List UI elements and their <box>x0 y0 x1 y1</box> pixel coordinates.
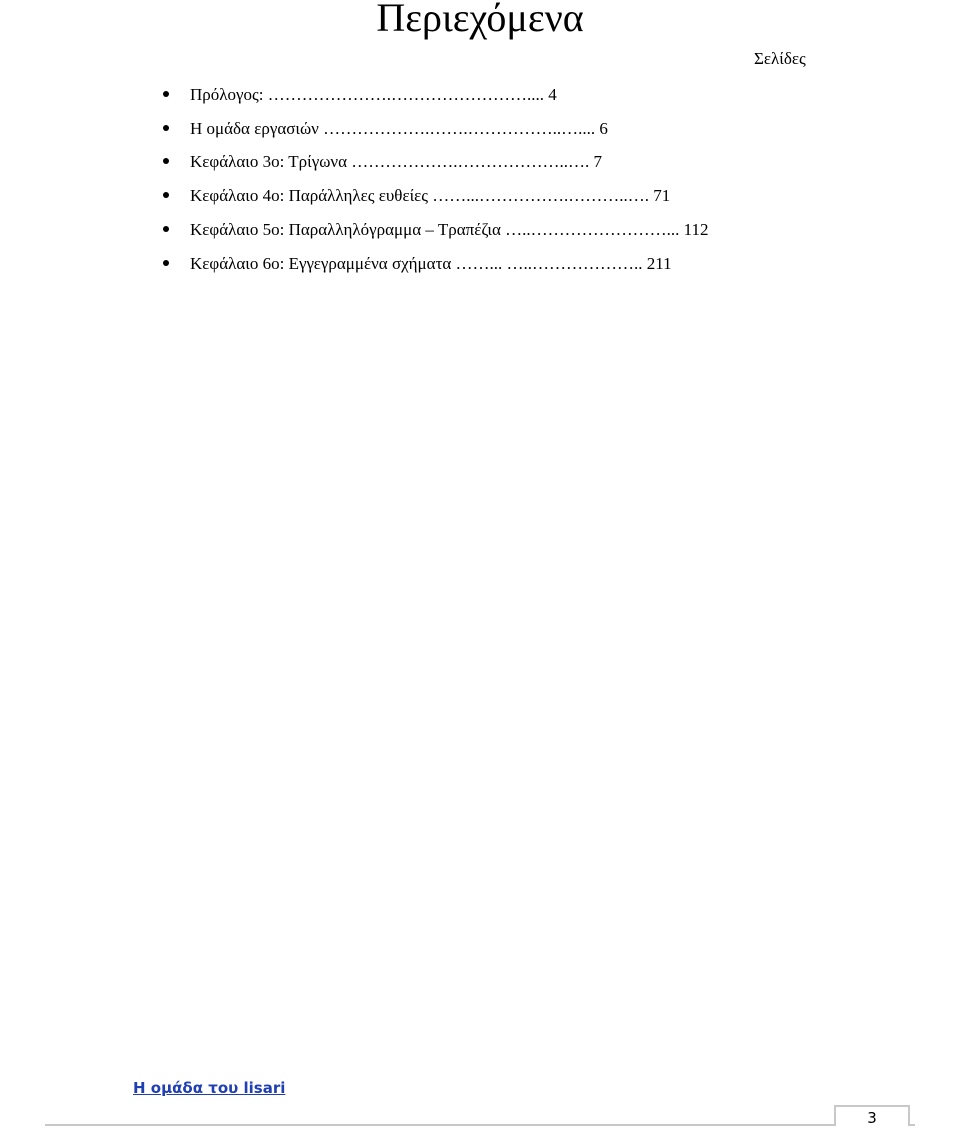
bullet-icon <box>163 158 169 164</box>
toc-entry-text: Κεφάλαιο 4ο: Παράλληλες ευθείες ……...…………….………..…. 71 <box>190 186 671 205</box>
bullet-icon <box>163 192 169 198</box>
toc-entry-text: Η ομάδα εργασιών ……………….…….……………..….... 6 <box>190 119 608 138</box>
toc-entry-text: Κεφάλαιο 6ο: Εγγεγραμμένα σχήματα ……... …..……………….. 211 <box>190 254 672 273</box>
page-number: 3 <box>834 1105 910 1126</box>
bullet-icon <box>163 125 169 131</box>
toc-entry-text: Κεφάλαιο 5ο: Παραλληλόγραμμα – Τραπέζια …..……………………... 112 <box>190 220 709 239</box>
pages-column-header: Σελίδες <box>754 49 806 68</box>
bullet-icon <box>163 91 169 97</box>
page-title: Περιεχόμενα <box>376 0 584 40</box>
toc-entry-text: Κεφάλαιο 3ο: Τρίγωνα ……………….………………..…. 7 <box>190 152 603 171</box>
toc-entry-text: Πρόλογος: ………………….…………………….... 4 <box>190 85 557 104</box>
bullet-icon <box>163 226 169 232</box>
bullet-icon <box>163 260 169 266</box>
footer-team-link[interactable]: Η ομάδα του lisari <box>133 1079 286 1097</box>
